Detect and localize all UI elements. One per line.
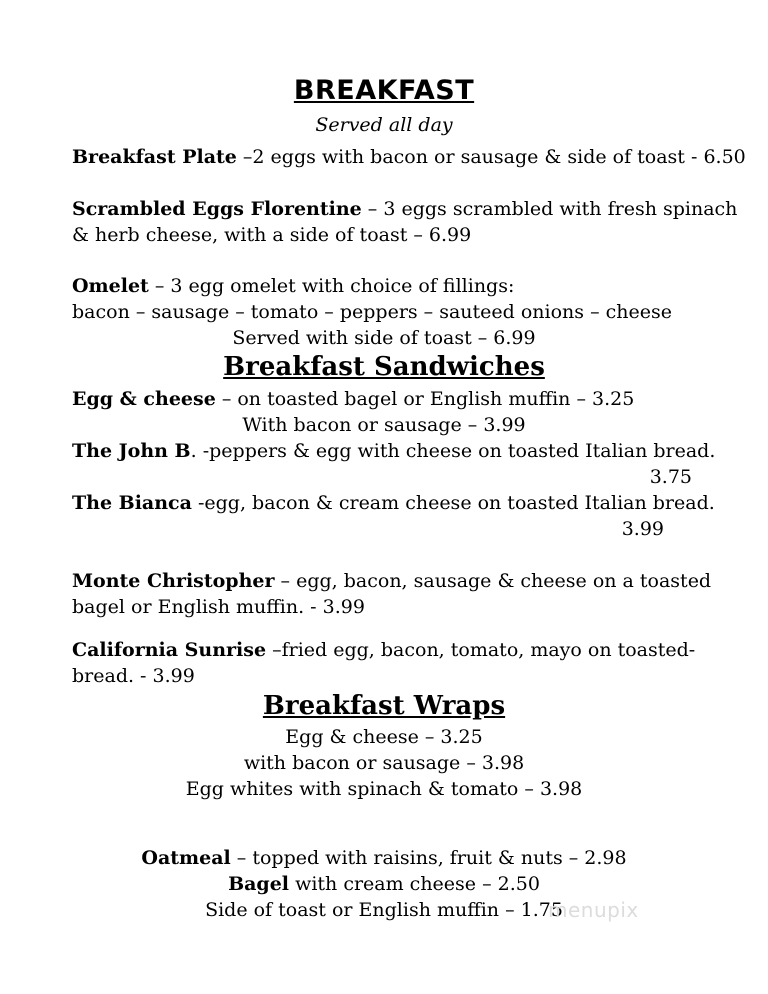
item-description: . -peppers & egg with cheese on toasted Italian bread. (190, 440, 716, 462)
item-description: –fried egg, bacon, tomato, mayo on toasted- (266, 639, 696, 661)
bianca-price: 3.99 (621, 518, 664, 540)
item-name: Bagel (228, 873, 290, 895)
oatmeal-item (0, 845, 768, 871)
bianca-item (72, 490, 715, 516)
wrap-egg-whites: Egg whites with spinach & tomato – 3.98 (185, 778, 583, 800)
omelet-served-with: Served with side of toast – 6.99 (232, 327, 536, 349)
item-description: – topped with raisins, fruit & nuts – 2.98 (230, 847, 627, 869)
item-description: with cream cheese – 2.50 (289, 873, 540, 895)
california-item-line2: bread. - 3.99 (72, 665, 195, 687)
menupix-watermark: menupix (548, 898, 639, 922)
john-b-price: 3.75 (649, 466, 692, 488)
item-name: Oatmeal (141, 847, 231, 869)
toast-item: Side of toast or English muffin – 1.75 (205, 899, 563, 921)
item-name: The Bianca (72, 492, 192, 514)
item-description: – 3 egg omelet with choice of fillings: (148, 275, 515, 297)
item-name: Scrambled Eggs Florentine (72, 198, 362, 220)
item-description: -egg, bacon & cream cheese on toasted Italian bread. (191, 492, 715, 514)
item-description: – egg, bacon, sausage & cheese on a toasted (274, 570, 712, 592)
item-description: – on toasted bagel or English muffin – 3.25 (215, 388, 635, 410)
monte-item-line2: bagel or English muffin. - 3.99 (72, 596, 365, 618)
item-description: –2 eggs with bacon or sausage & side of toast - 6.50 (236, 146, 746, 168)
menu-title: BREAKFAST (293, 75, 475, 106)
menu-subtitle: Served all day (315, 114, 453, 136)
item-name: Breakfast Plate (72, 146, 237, 168)
monte-item (72, 568, 711, 594)
wrap-bacon-sausage: with bacon or sausage – 3.98 (243, 752, 525, 774)
item-description: – 3 eggs scrambled with fresh spinach (361, 198, 738, 220)
john-b-item (72, 438, 715, 464)
florentine-item-line2: & herb cheese, with a side of toast – 6.99 (72, 224, 472, 246)
california-item (72, 637, 695, 663)
egg-cheese-addon: With bacon or sausage – 3.99 (242, 414, 526, 436)
egg-cheese-item (72, 386, 634, 412)
breakfast-plate-item (72, 144, 746, 170)
item-name: Egg & cheese (72, 388, 216, 410)
florentine-item (72, 196, 737, 222)
item-name: The John B (72, 440, 191, 462)
sandwiches-heading: Breakfast Sandwiches (223, 352, 545, 382)
item-name: California Sunrise (72, 639, 267, 661)
wrap-egg-cheese: Egg & cheese – 3.25 (285, 726, 483, 748)
item-name: Omelet (72, 275, 149, 297)
omelet-fillings: bacon – sausage – tomato – peppers – sauteed onions – cheese (72, 301, 672, 323)
wraps-heading: Breakfast Wraps (262, 691, 506, 721)
omelet-item (72, 273, 514, 299)
item-name: Monte Christopher (72, 570, 275, 592)
bagel-item (0, 871, 768, 897)
